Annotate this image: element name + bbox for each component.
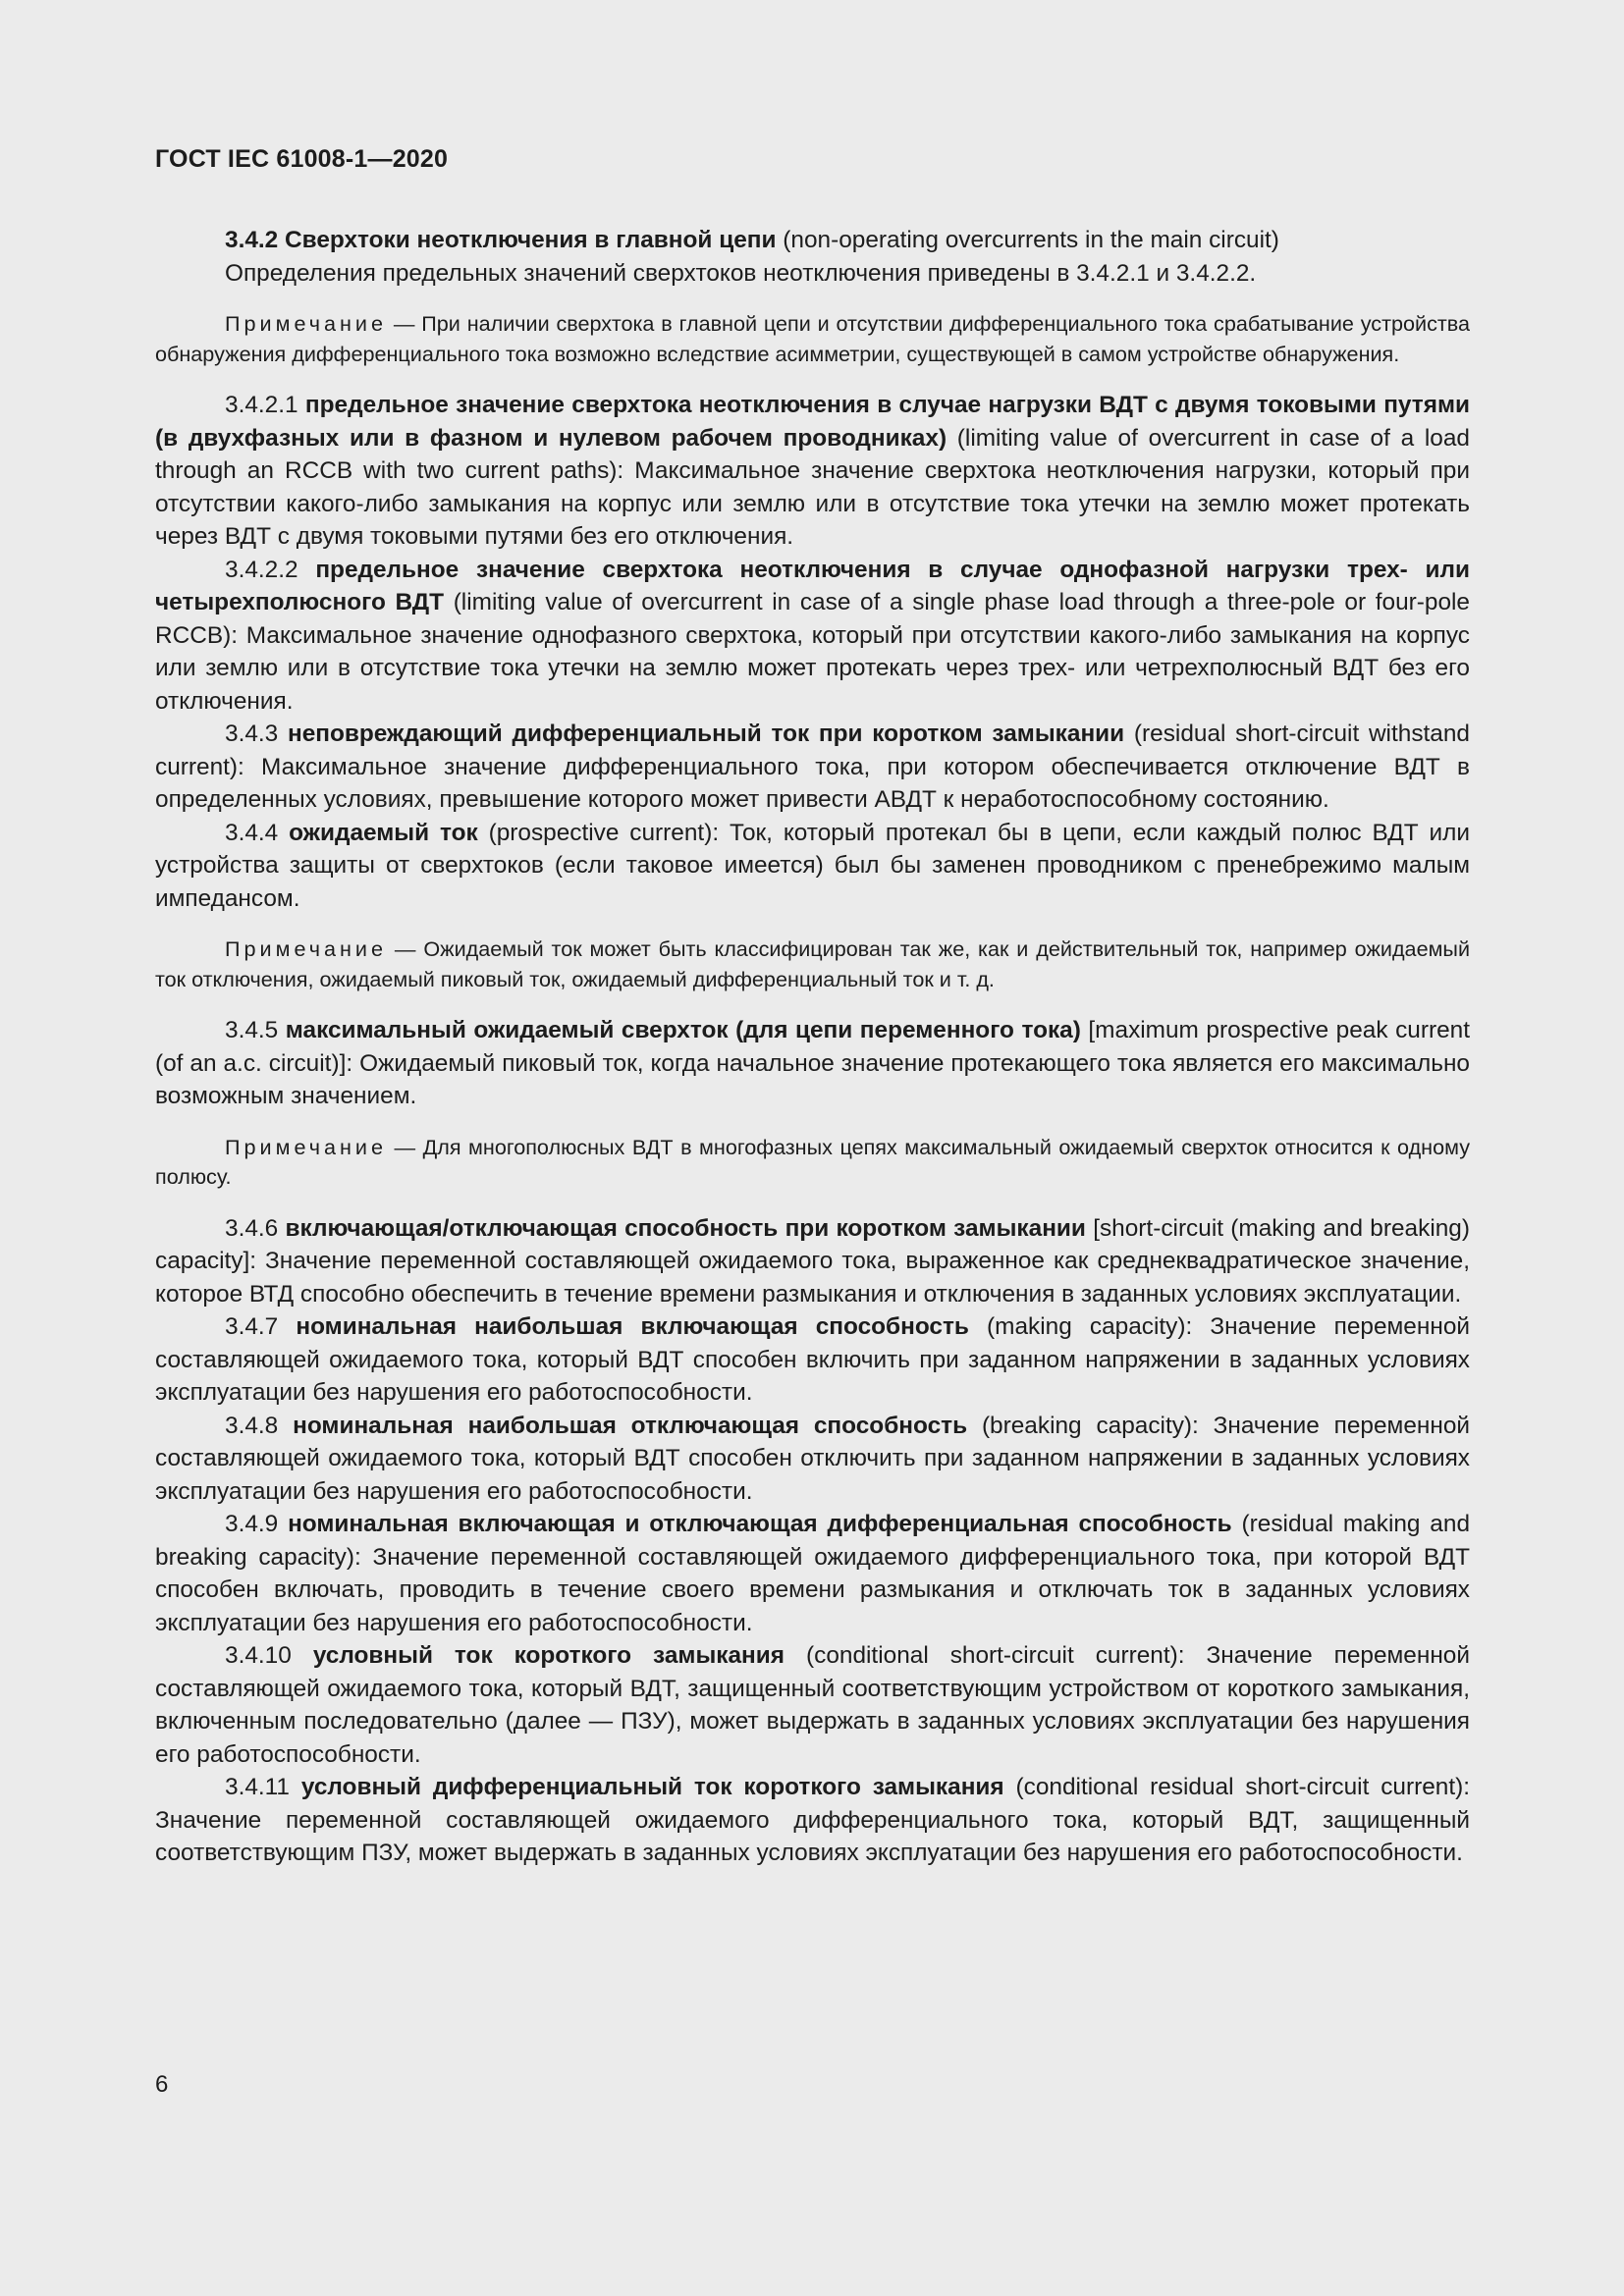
note-label: Примечание — [225, 311, 387, 336]
section-number: 3.4.2.2 — [225, 556, 298, 583]
section-3-4-2-heading — [155, 224, 1470, 257]
section-number: 3.4.11 — [225, 1774, 291, 1800]
section-3-4-8 — [155, 1410, 1470, 1509]
section-3-4-9 — [155, 1508, 1470, 1639]
term: предельное значение сверхтока неотключения в случае нагрузки ВДТ с двумя токовыми путями (в двухфазных или в фазном и нулевом рабочем проводниках) — [155, 392, 1470, 452]
definition: (residual short-circuit withstand current): Максимальное значение дифференциального тока, при котором обеспечивается отключение ВДТ в определенных условиях, превышение которого может привести АВДТ к неработоспособному состоянию. — [155, 721, 1470, 813]
term: номинальная наибольшая отключающая способность — [293, 1412, 968, 1439]
section-number: 3.4.2 — [225, 227, 279, 253]
section-3-4-11 — [155, 1771, 1470, 1870]
definition: (conditional residual short-circuit current): Значение переменной составляющей ожидаемого дифференциального тока, который ВДТ, защищенный соответствующим ПЗУ, может выдержать в заданных условиях эксплуатации без нарушения его работоспособности. — [155, 1774, 1471, 1866]
section-number: 3.4.3 — [225, 721, 279, 747]
note-text: — Для многополюсных ВДТ в многофазных цепях максимальный ожидаемый сверхток относится к одному полюсу. — [155, 1134, 1470, 1189]
definition: [maximum prospective peak current (of an a.c. circuit)]: Ожидаемый пиковый ток, когда начальное значение протекающего тока является его максимально возможным значением. — [155, 1017, 1470, 1109]
section-number: 3.4.7 — [225, 1313, 279, 1340]
note-1 — [155, 309, 1470, 369]
note-3 — [155, 1133, 1470, 1193]
definition: (prospective current): Ток, который протекал бы в цепи, если каждый полюс ВДТ или устройства защиты от сверхтоков (если таковое имеется) был бы заменен проводником с пренебрежимо малым импедансом. — [155, 819, 1470, 912]
term: номинальная наибольшая включающая способность — [296, 1313, 969, 1340]
definition: (conditional short-circuit current): Значение переменной составляющей ожидаемого тока, который ВДТ, защищенный соответствующим устройством от короткого замыкания, включенным последовательно (далее — ПЗУ), может выдержать в заданных условиях эксплуатации без нарушения его работоспособности. — [155, 1642, 1470, 1768]
term: условный ток короткого замыкания — [312, 1642, 785, 1669]
definition: (making capacity): Значение переменной составляющей ожидаемого тока, который ВДТ способен включить при заданном напряжении в заданных условиях эксплуатации без нарушения его работоспособности. — [155, 1313, 1471, 1406]
note-label: Примечание — [225, 1134, 387, 1159]
term: включающая/отключающая способность при коротком замыкании — [285, 1214, 1086, 1242]
term: ожидаемый ток — [289, 819, 478, 846]
note-2 — [155, 934, 1470, 994]
term: номинальная включающая и отключающая дифференциальная способность — [288, 1511, 1232, 1537]
section-number: 3.4.2.1 — [225, 392, 298, 418]
term: максимальный ожидаемый сверхток (для цепи переменного тока) — [285, 1017, 1081, 1043]
section-3-4-10 — [155, 1639, 1470, 1771]
section-number: 3.4.5 — [225, 1017, 279, 1043]
definition: (residual making and breaking capacity): Значение переменной составляющей ожидаемого дифференциального тока, при которой ВДТ способен включать, проводить в течение своего времени размыкания и отключать ток в заданных условиях эксплуатации без нарушения его работоспособности. — [155, 1511, 1471, 1636]
section-number: 3.4.6 — [225, 1214, 279, 1242]
note-label: Примечание — [225, 936, 387, 961]
definition: (breaking capacity): Значение переменной составляющей ожидаемого тока, который ВДТ способен отключить при заданном напряжении в заданных условиях эксплуатации без нарушения его работоспособности. — [155, 1412, 1471, 1505]
definition: (limiting value of overcurrent in case of a single phase load through a three-pole or four-pole RCCB): Максимальное значение однофазного сверхтока, который при отсутствии какого-либо замыкания на корпус или землю или в отсутствие тока утечки на землю может протекать через трех- или четрехполюсный ВДТ без его отключения. — [155, 589, 1470, 715]
section-3-4-2-2 — [155, 554, 1470, 719]
document-body — [155, 224, 1470, 1870]
term: предельное значение сверхтока неотключения в случае однофазной нагрузки трех- или четырехполюсного ВДТ — [155, 556, 1470, 615]
note-text: — Ожидаемый ток может быть классифицирован так же, как и действительный ток, например ожидаемый ток отключения, ожидаемый пиковый ток, ожидаемый дифференциальный ток и т. д. — [155, 936, 1471, 991]
document-header: ГОСТ IEC 61008-1—2020 — [155, 145, 449, 173]
section-3-4-3 — [155, 718, 1470, 817]
section-number: 3.4.10 — [225, 1642, 292, 1669]
section-number: 3.4.4 — [225, 819, 279, 846]
note-text: — При наличии сверхтока в главной цепи и отсутствии дифференциального тока срабатывание устройства обнаружения дифференциального тока возможно вследствие асимметрии, существующей в самом устройстве обнаружения. — [155, 311, 1471, 366]
section-number: 3.4.9 — [225, 1511, 279, 1537]
term: неповреждающий дифференциальный ток при коротком замыкании — [287, 721, 1125, 747]
section-3-4-4 — [155, 817, 1470, 916]
definition: (limiting value of overcurrent in case of a load through an RCCB with two current paths): Максимальное значение сверхтока неотключения нагрузки, который при отсутствии какого-либо замыкания на корпус или землю или в отсутствие тока утечки на землю может протекать через ВДТ с двумя токовыми путями без его отключения. — [155, 424, 1470, 550]
section-3-4-2-1 — [155, 389, 1470, 554]
definition: [short-circuit (making and breaking) capacity]: Значение переменной составляющей ожидаемого тока, выраженное как среднеквадратическое значение, которое ВТД способно обеспечить в течение времени размыкания и отключения в заданных условиях эксплуатации. — [155, 1214, 1470, 1308]
term: Сверхтоки неотключения в главной цепи — [285, 227, 777, 253]
term: условный дифференциальный ток короткого замыкания — [300, 1774, 1004, 1800]
section-number: 3.4.8 — [225, 1412, 279, 1439]
section-3-4-6 — [155, 1212, 1470, 1311]
english-term: (non-operating overcurrents in the main circuit) — [783, 227, 1279, 253]
section-3-4-5 — [155, 1014, 1470, 1113]
section-3-4-2-body: Определения предельных значений сверхтоков неотключения приведены в 3.4.2.1 и 3.4.2.2. — [225, 259, 1257, 287]
section-3-4-7 — [155, 1310, 1470, 1410]
page-number: 6 — [155, 2071, 169, 2098]
